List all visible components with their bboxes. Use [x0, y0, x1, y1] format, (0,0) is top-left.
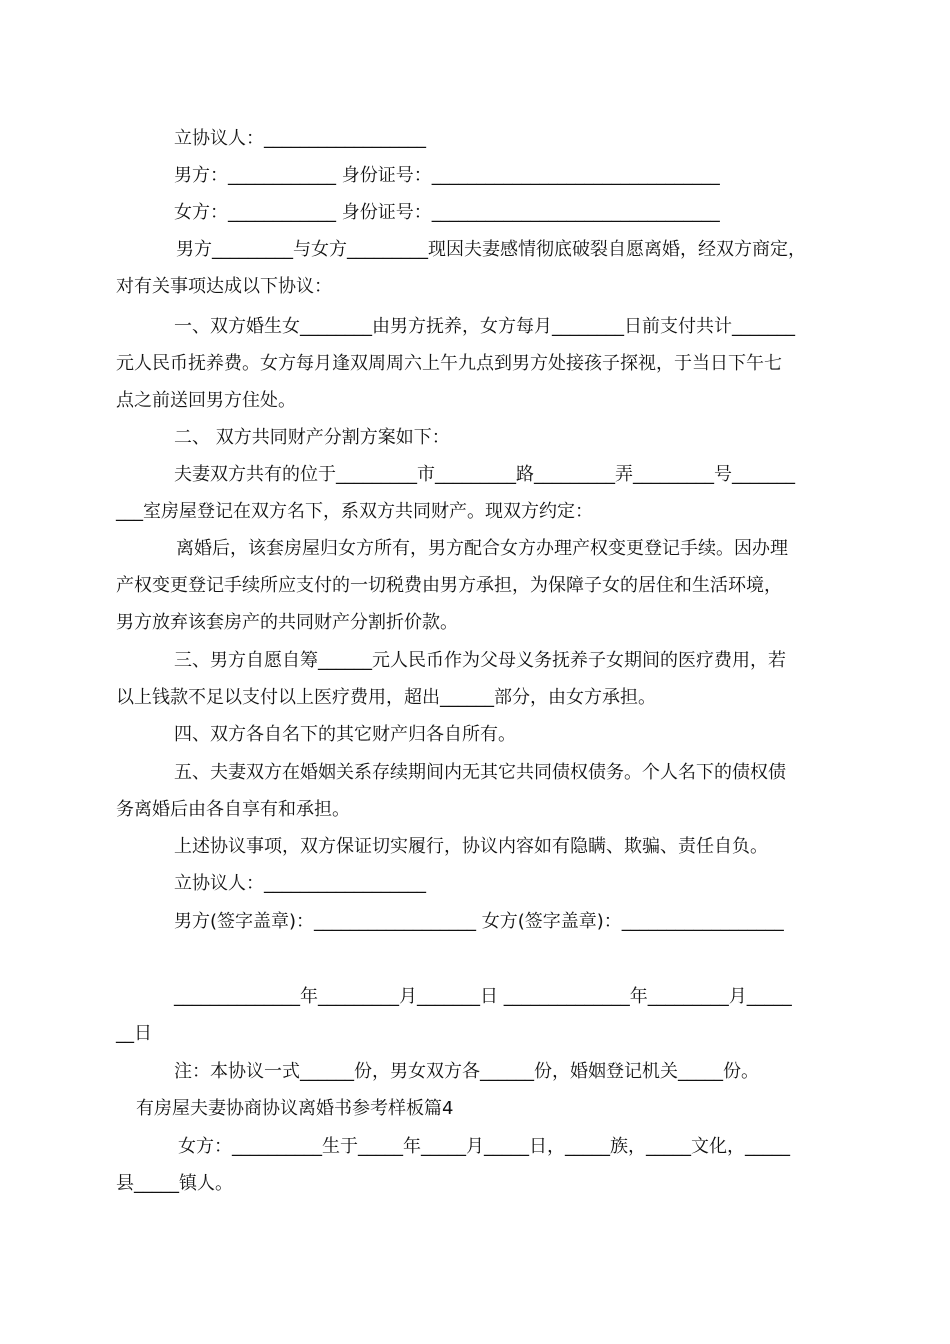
clause-1-line-2: 元人民币抚养费。女方每月逢双周周六上午九点到男方处接孩子探视，于当日下午七	[116, 353, 782, 374]
female-info-line-2: 县_____镇人。	[116, 1173, 233, 1194]
section-heading: 有房屋夫妻协商协议离婚书参考样板篇4	[136, 1098, 454, 1119]
signatory-line-2: 立协议人：__________________	[174, 873, 426, 894]
clause-5-line-2: 务离婚后由各自享有和承担。	[116, 799, 350, 820]
signatory-line: 立协议人：__________________	[174, 128, 426, 149]
property-agreement-line-1: 离婚后，该套房屋归女方所有，男方配合女方办理产权变更登记手续。因办理	[176, 538, 788, 559]
date-line-1: ______________年_________月_______日 ______________年_________月_____	[174, 986, 792, 1007]
female-info-line-1: 女方：__________生于_____年_____月_____日，_____族，_____文化，_____	[178, 1136, 790, 1157]
clause-3-line-1: 三、男方自愿自筹______元人民币作为父母义务抚养子女期间的医疗费用，若	[174, 650, 786, 671]
property-line-1: 夫妻双方共有的位于_________市_________路_________弄_________号_______	[174, 464, 795, 485]
property-line-2: ___室房屋登记在双方名下，系双方共同财产。现双方约定：	[116, 501, 593, 522]
intro-paragraph-line-2: 对有关事项达成以下协议：	[116, 276, 332, 297]
male-party-line: 男方：____________ 身份证号：________________________________	[174, 165, 720, 186]
clause-3-line-2: 以上钱款不足以支付以上医疗费用，超出______部分，由女方承担。	[116, 687, 656, 708]
clause-2-heading: 二、 双方共同财产分割方案如下：	[174, 427, 450, 448]
guarantee-line: 上述协议事项，双方保证切实履行，协议内容如有隐瞒、欺骗、责任自负。	[174, 836, 768, 857]
clause-4-line: 四、双方各自名下的其它财产归各自所有。	[174, 724, 516, 745]
date-line-2: __日	[116, 1023, 152, 1044]
copies-note-line: 注：本协议一式______份，男女双方各______份，婚姻登记机关_____份。	[174, 1061, 759, 1082]
property-agreement-line-3: 男方放弃该套房产的共同财产分割折价款。	[116, 612, 458, 633]
signature-line: 男方(签字盖章)：__________________ 女方(签字盖章)：__________________	[174, 911, 784, 932]
clause-5-line-1: 五、夫妻双方在婚姻关系存续期间内无其它共同债权债务。个人名下的债权债	[174, 762, 786, 783]
clause-1-line-1: 一、双方婚生女________由男方抚养，女方每月________日前支付共计_______	[174, 316, 795, 337]
clause-1-line-3: 点之前送回男方住处。	[116, 390, 296, 411]
property-agreement-line-2: 产权变更登记手续所应支付的一切税费由男方承担，为保障子女的居住和生活环境，	[116, 575, 782, 596]
intro-paragraph-line-1: 男方_________与女方_________现因夫妻感情彻底破裂自愿离婚，经双方商定，	[176, 239, 806, 260]
female-party-line: 女方：____________ 身份证号：________________________________	[174, 202, 720, 223]
